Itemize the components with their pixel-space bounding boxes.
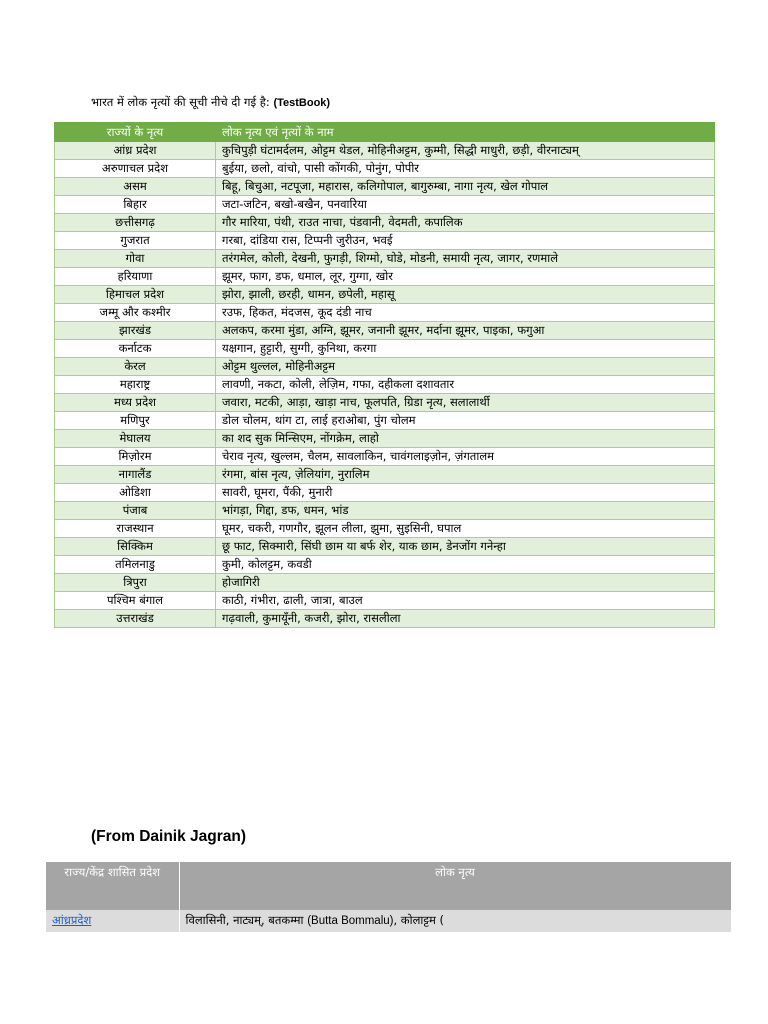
dance-names: जटा-जटिन, बखो-बखैन, पनवारिया	[216, 196, 715, 214]
state-name: मध्य प्रदेश	[55, 394, 216, 412]
dance-names: रंगमा, बांस नृत्य, ज़ेलियांग, नुरालिम	[216, 466, 715, 484]
intro-source: (TestBook)	[273, 97, 331, 109]
state-name: झारखंड	[55, 322, 216, 340]
table-row	[55, 214, 715, 232]
table-row	[55, 304, 715, 322]
table-header-row	[55, 123, 715, 142]
state-name: अरुणाचल प्रदेश	[55, 160, 216, 178]
dance-names: बुईया, छलो, वांचो, पासी कोंगकी, पोनुंग, पोपीर	[216, 160, 715, 178]
state-link[interactable]: आंध्रप्रदेश	[52, 913, 92, 927]
state-name: जम्मू और कश्मीर	[55, 304, 216, 322]
state-name: गोवा	[55, 250, 216, 268]
state-name: नागालैंड	[55, 466, 216, 484]
dance-names: का शद सुक मिन्सिएम, नोंगक्रेम, लाहो	[216, 430, 715, 448]
dance-names: भांगड़ा, गिद्दा, डफ, धमन, भांड	[216, 502, 715, 520]
state-name: तमिलनाडु	[55, 556, 216, 574]
dance-names: गढ़वाली, कुमायूँनी, कजरी, झोरा, रासलीला	[216, 610, 715, 628]
dance-names: लावणी, नकटा, कोली, लेज़िम, गफा, दहीकला दशावतार	[216, 376, 715, 394]
state-name: हरियाणा	[55, 268, 216, 286]
state-name: ओडिशा	[55, 484, 216, 502]
table-row	[55, 358, 715, 376]
dance-names: अलकप, करमा मुंडा, अग्नि, झूमर, जनानी झूमर, मर्दाना झूमर, पाइका, फगुआ	[216, 322, 715, 340]
table-row	[55, 592, 715, 610]
state-name: सिक्किम	[55, 538, 216, 556]
dances-tail: , कोलाट्टम (	[393, 913, 445, 927]
table-row	[55, 286, 715, 304]
state-name: राजस्थान	[55, 520, 216, 538]
dance-names: घूमर, चकरी, गणगौर, झूलन लीला, झुमा, सुइसिनी, घपाल	[216, 520, 715, 538]
table-row	[55, 538, 715, 556]
state-name: मेघालय	[55, 430, 216, 448]
state-name: हिमाचल प्रदेश	[55, 286, 216, 304]
dance-names: झूमर, फाग, डफ, धमाल, लूर, गुग्गा, खोर	[216, 268, 715, 286]
state-name: कर्नाटक	[55, 340, 216, 358]
dance-names: छू फाट, सिक्मारी, सिंघी छाम या बर्फ शेर, याक छाम, डेनजोंग गनेन्हा	[216, 538, 715, 556]
intro-line	[91, 94, 731, 111]
table-row	[55, 196, 715, 214]
table-row	[55, 466, 715, 484]
table-row	[55, 574, 715, 592]
state-name: उत्तराखंड	[55, 610, 216, 628]
table-row	[55, 502, 715, 520]
table-row	[46, 910, 731, 932]
dance-names: काठी, गंभीरा, ढाली, जात्रा, बाउल	[216, 592, 715, 610]
header-state: राज्यों के नृत्य	[55, 123, 216, 142]
table-row	[55, 394, 715, 412]
dance-names: यक्षगान, हुट्टारी, सुग्गी, कुनिथा, करगा	[216, 340, 715, 358]
state-name: मिज़ोरम	[55, 448, 216, 466]
table-row	[55, 268, 715, 286]
state-name: पंजाब	[55, 502, 216, 520]
table-row	[55, 430, 715, 448]
table-row	[55, 322, 715, 340]
header-folk-dance: लोक नृत्य	[179, 862, 731, 910]
table-row	[55, 484, 715, 502]
state-name: बिहार	[55, 196, 216, 214]
table-row	[55, 142, 715, 160]
state-name: महाराष्ट्र	[55, 376, 216, 394]
table-row	[55, 178, 715, 196]
state-name: मणिपुर	[55, 412, 216, 430]
state-name: आंध्र प्रदेश	[55, 142, 216, 160]
state-dance-table	[46, 862, 732, 932]
intro-text: भारत में लोक नृत्यों की सूची नीचे दी गई है:	[91, 95, 274, 109]
dance-names: कुचिपुड़ी घंटामर्दलम, ओट्टम थेडल, मोहिनीअट्टम, कुम्मी, सिद्धी माधुरी, छड़ी, वीरनाट्यम्	[216, 142, 715, 160]
dance-names: गौर मारिया, पंथी, राउत नाचा, पंडवानी, वेदमती, कपालिक	[216, 214, 715, 232]
dances-cell	[179, 910, 731, 932]
header-state-ut: राज्य/केंद्र शासित प्रदेश	[46, 862, 179, 910]
table-row	[55, 448, 715, 466]
source-heading: (From Dainik Jagran)	[91, 828, 247, 845]
header-dances: लोक नृत्य एवं नृत्यों के नाम	[216, 123, 715, 142]
state-name: असम	[55, 178, 216, 196]
dances-latin: (Butta Bommalu)	[307, 915, 394, 927]
dance-names: चेराव नृत्य, खुल्लम, चैलम, सावलाकिन, चावंगलाइज़ोन, ज़ंगतालम	[216, 448, 715, 466]
state-name: त्रिपुरा	[55, 574, 216, 592]
table-row	[55, 160, 715, 178]
table-body	[55, 142, 715, 628]
dance-names: कुमी, कोलट्टम, कवडी	[216, 556, 715, 574]
table-row	[55, 340, 715, 358]
table-row	[55, 610, 715, 628]
dances-text: विलासिनी, नाट्यम्, बतकम्मा	[185, 913, 308, 927]
folk-dance-table	[54, 122, 715, 628]
table-row	[55, 556, 715, 574]
table-row	[55, 376, 715, 394]
state-name: केरल	[55, 358, 216, 376]
dance-names: तरंगमेल, कोली, देखनी, फुगड़ी, शिग्मो, घोडे, मोडनी, समायी नृत्य, जागर, रणमाले	[216, 250, 715, 268]
state-name: पश्चिम बंगाल	[55, 592, 216, 610]
dance-names: जवारा, मटकी, आड़ा, खाड़ा नाच, फूलपति, ग्रिडा नृत्य, सलालार्थी	[216, 394, 715, 412]
dance-names: होजागिरी	[216, 574, 715, 592]
state-cell	[46, 910, 179, 932]
dance-names: ओट्टम थुल्लल, मोहिनीअट्टम	[216, 358, 715, 376]
table-row	[55, 232, 715, 250]
dance-names: गरबा, दांडिया रास, टिप्पनी जुरीउन, भवई	[216, 232, 715, 250]
table-row	[55, 520, 715, 538]
dance-names: डोल चोलम, थांग टा, लाई हराओबा, पुंग चोलम	[216, 412, 715, 430]
dance-names: रउफ, हिकत, मंदजस, कूद दंडी नाच	[216, 304, 715, 322]
table-row	[55, 250, 715, 268]
state-name: गुजरात	[55, 232, 216, 250]
dance-names: झोरा, झाली, छरही, धामन, छपेली, महासू	[216, 286, 715, 304]
state-name: छत्तीसगढ़	[55, 214, 216, 232]
dance-names: बिहू, बिचुआ, नटपूजा, महारास, कलिगोपाल, बागुरुम्बा, नागा नृत्य, खेल गोपाल	[216, 178, 715, 196]
table-row	[55, 412, 715, 430]
table-header-row	[46, 862, 731, 910]
dance-names: सावरी, घूमरा, पैंकी, मुनारी	[216, 484, 715, 502]
